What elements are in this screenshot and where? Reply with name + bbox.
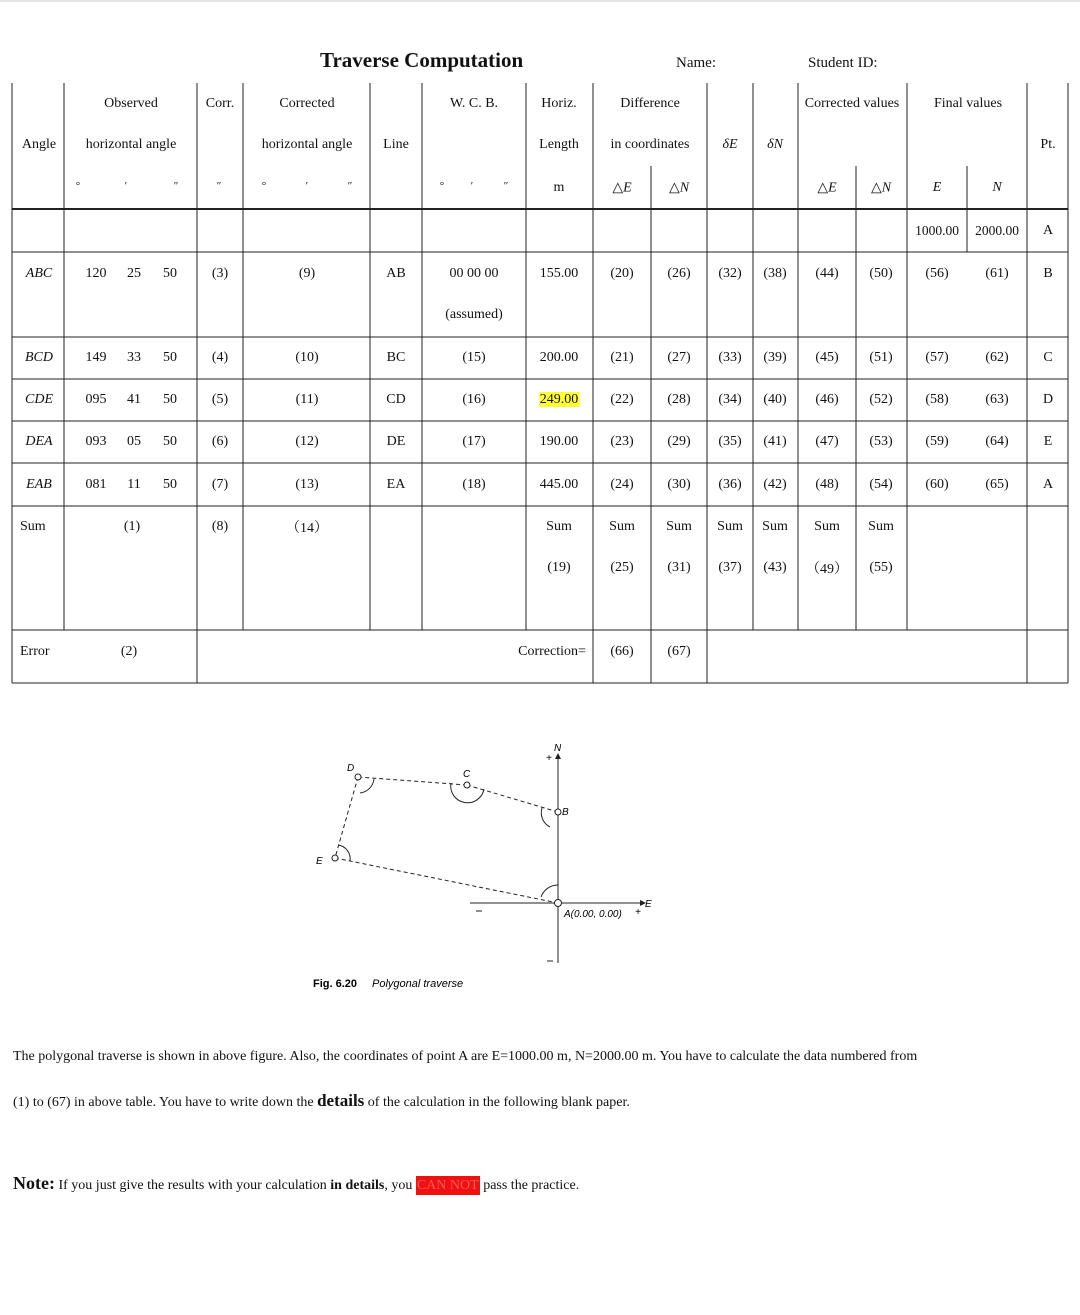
n-axis-label: N [554,743,562,754]
unit-delta-n-2: △N [870,180,892,196]
sum-word: Sum [717,519,743,534]
start-e: 1000.00 [915,223,959,238]
row-de: (23) [610,434,634,449]
unit-n: N [992,180,1002,195]
instruction-p2-details: details [317,1091,365,1110]
row-corrected: (10) [295,350,319,365]
header-wcb: W. C. B. [449,96,499,111]
sum-word: Sum [546,519,572,534]
header-horizontal-angle: horizontal angle [85,137,177,152]
sum-cn: (43) [763,560,787,575]
sum-corrected: （14） [286,521,328,536]
row-line: DE [386,434,406,449]
header-pt: Pt. [1040,137,1056,152]
sum-corr: (8) [211,519,229,534]
row-wcb: (16) [462,392,486,407]
page-title: Traverse Computation [320,48,524,72]
row-pt: A [1042,477,1054,492]
row-corr: (5) [211,392,229,407]
row-de: (20) [610,266,634,281]
row-pt: B [1043,266,1053,281]
sum-de: (25) [610,560,634,575]
row-de: (21) [610,350,634,365]
wcb-assumed-note: (assumed) [445,307,503,322]
start-pt: A [1042,223,1054,238]
e-plus-sign: + [635,907,641,918]
row-ve: (44) [815,266,839,281]
row-corr: (6) [211,434,229,449]
row-cn: (41) [763,434,787,449]
header-difference: Difference [620,96,680,111]
row-fn: (65) [985,477,1009,492]
row-cn: (38) [763,266,787,281]
unit-delta-e-1: △E [612,180,632,196]
unit-min: ′ [124,180,128,192]
sum-word: Sum [868,519,894,534]
unit-deg: ° [75,180,81,192]
row-min: 41 [127,392,141,407]
row-angle: DEA [25,434,53,449]
sum-ce: (37) [718,560,742,575]
row-fe: (59) [925,434,949,449]
traverse-figure [300,735,680,995]
row-line: BC [386,350,406,365]
unit-e: E [932,180,942,195]
row-de: (24) [610,477,634,492]
sum-ve: （49） [806,562,848,577]
instruction-p2-part-3: of the calculation in the following blank paper. [364,1095,630,1110]
row-fe: (56) [925,266,949,281]
figure-caption-text: Polygonal traverse [372,978,464,990]
row-fn: (64) [985,434,1009,449]
point-a-label: A(0.00, 0.00) [564,909,622,920]
row-ve: (46) [815,392,839,407]
row-cn: (42) [763,477,787,492]
row-fn: (61) [985,266,1009,281]
point-b-label: B [562,807,569,818]
sum-word: Sum [609,519,635,534]
header-delta-n: δN [767,137,783,152]
row-length: 445.00 [539,477,579,492]
unit-c-min: ′ [305,180,309,192]
row-deg: 095 [85,392,107,407]
row-length: 190.00 [539,434,579,449]
sum-dn: (31) [667,560,691,575]
sum-word: Sum [814,519,840,534]
row-wcb: (15) [462,350,486,365]
n-plus-sign: + [546,753,552,764]
point-c-label: C [463,769,471,780]
unit-delta-e-2: △E [817,180,837,196]
row-length: 200.00 [539,350,579,365]
row-corrected: (12) [295,434,319,449]
row-vn: (51) [869,350,893,365]
row-ce: (32) [718,266,742,281]
instruction-p2-part-1: (1) to (67) in above table. You have to write down the [13,1095,318,1110]
row-length-highlighted: 249.00 [539,392,579,407]
row-deg: 093 [85,434,107,449]
row-sec: 50 [163,434,177,449]
row-de: (22) [610,392,634,407]
row-min: 11 [127,477,141,492]
sum-length: (19) [547,560,571,575]
instruction-paragraph-1: The polygonal traverse is shown in above figure. Also, the coordinates of point A are E=1000.00 m, N=2000.00 m. You have to calculate the data numbered from [13,1049,918,1064]
traverse-diagram [300,735,680,995]
row-sec: 50 [163,392,177,407]
row-cn: (40) [763,392,787,407]
figure-caption-number: Fig. 6.20 [313,978,358,990]
correction-label: Correction= [518,644,586,659]
row-ce: (36) [718,477,742,492]
row-cn: (39) [763,350,787,365]
sum-label: Sum [20,519,46,534]
note-part-a: If you just give the results with your calculation [54,1178,331,1193]
sum-angle: (1) [123,519,141,534]
unit-m: m [553,180,565,195]
row-pt: E [1043,434,1053,449]
row-vn: (50) [869,266,893,281]
row-angle: EAB [26,477,52,492]
row-dn: (26) [667,266,691,281]
row-fe: (60) [925,477,949,492]
row-dn: (30) [667,477,691,492]
row-sec: 50 [163,350,177,365]
point-d-label: D [347,763,355,774]
row-wcb: (17) [462,434,486,449]
row-fn: (63) [985,392,1009,407]
row-line: CD [386,392,406,407]
row-sec: 50 [163,477,177,492]
row-corr: (3) [211,266,229,281]
row-deg: 149 [85,350,107,365]
row-vn: (53) [869,434,893,449]
note-in-details: in details [330,1178,385,1193]
unit-c-sec: ″ [347,180,353,192]
row-dn: (28) [667,392,691,407]
header-corrected-values: Corrected values [804,96,900,111]
row-pt: C [1043,350,1053,365]
row-line: EA [386,477,406,492]
header-in-coordinates: in coordinates [610,137,690,152]
header-length: Length [539,137,579,152]
sum-word: Sum [762,519,788,534]
sum-word: Sum [666,519,692,534]
note-part-c: , you [384,1178,416,1193]
row-sec: 50 [163,266,177,281]
row-ce: (33) [718,350,742,365]
row-min: 05 [127,434,141,449]
unit-sec: ″ [173,180,179,192]
row-dn: (29) [667,434,691,449]
row-wcb: (18) [462,477,486,492]
row-angle: BCD [25,350,53,365]
row-corr: (7) [211,477,229,492]
unit-w-min: ′ [470,180,474,192]
row-fe: (57) [925,350,949,365]
start-n: 2000.00 [975,223,1019,238]
row-ce: (34) [718,392,742,407]
row-corrected: (13) [295,477,319,492]
unit-c-deg: ° [261,180,267,192]
row-ve: (45) [815,350,839,365]
e-axis-label: E [645,899,652,910]
header-observed: Observed [104,96,158,111]
row-corr: (4) [211,350,229,365]
row-ve: (48) [815,477,839,492]
row-pt: D [1042,392,1054,407]
row-corrected: (9) [298,266,316,281]
error-label: Error [20,644,50,659]
row-vn: (54) [869,477,893,492]
row-corrected: (11) [295,392,319,407]
row-angle: CDE [25,392,53,407]
student-id-label: Student ID: [808,55,878,71]
header-final-values: Final values [933,96,1003,111]
row-fn: (62) [985,350,1009,365]
row-ce: (35) [718,434,742,449]
unit-corr-sec: ″ [216,180,222,192]
header-angle: Angle [21,137,57,152]
header-corrected: Corrected [279,96,335,111]
correction-de: (66) [610,644,634,659]
point-e-label: E [316,856,323,867]
row-line: AB [386,266,406,281]
unit-w-sec: ″ [503,180,509,192]
header-corrected-horizontal-angle: horizontal angle [261,137,353,152]
row-fe: (58) [925,392,949,407]
unit-delta-n-1: △N [668,180,690,196]
sum-vn: (55) [869,560,893,575]
name-label: Name: [676,55,716,71]
row-min: 25 [127,266,141,281]
header-delta-e: δE [722,137,738,152]
row-ve: (47) [815,434,839,449]
row-deg: 120 [85,266,107,281]
row-angle: ABC [25,266,53,281]
note-part-e: pass the practice. [479,1178,580,1193]
note-label: Note: [13,1173,55,1193]
row-min: 33 [127,350,141,365]
correction-dn: (67) [667,644,691,659]
header-corr: Corr. [205,96,235,111]
unit-w-deg: ° [439,180,445,192]
header-horiz: Horiz. [541,96,577,111]
row-vn: (52) [869,392,893,407]
note-can-not-highlight: CAN NOT [416,1178,479,1193]
header-line: Line [383,137,409,152]
row-length: 155.00 [539,266,579,281]
note-paragraph [13,1173,579,1194]
instruction-paragraph-2 [13,1091,630,1111]
row-deg: 081 [85,477,107,492]
row-wcb: 00 00 00 [449,266,499,281]
row-dn: (27) [667,350,691,365]
top-border [0,0,1080,2]
error-value: (2) [120,644,138,659]
